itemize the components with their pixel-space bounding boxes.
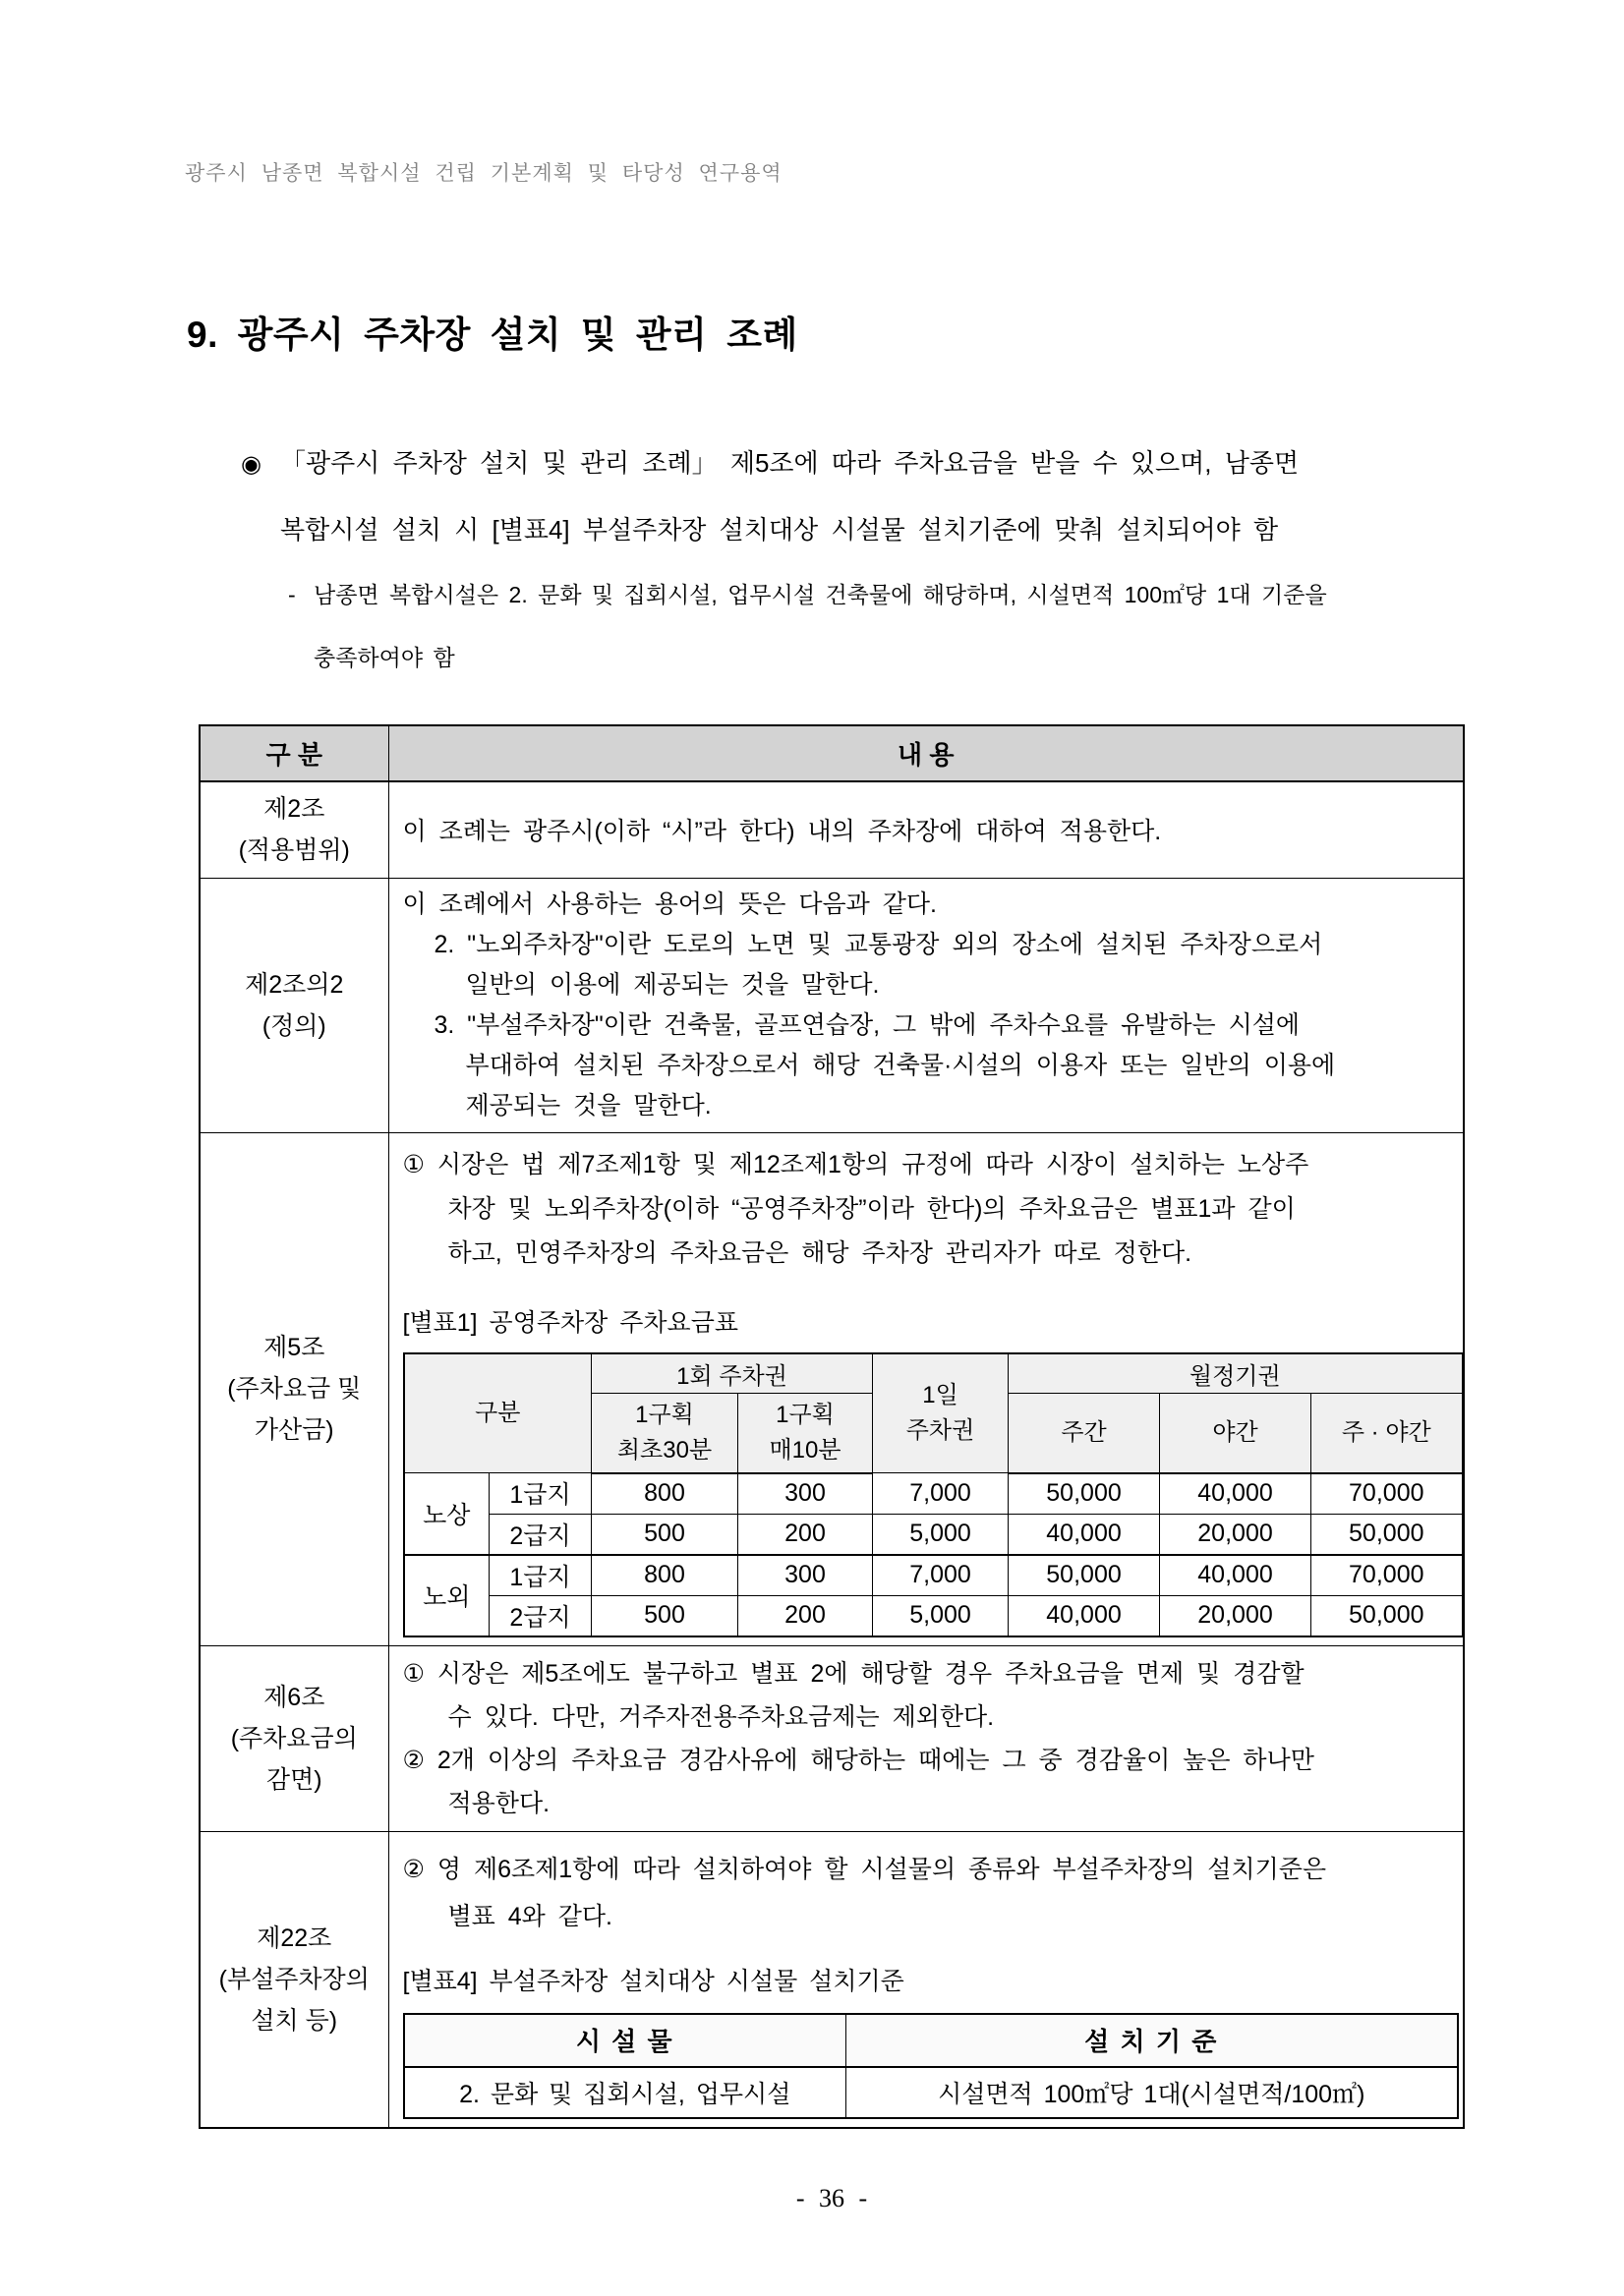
fee-group-nosang: 노상 bbox=[404, 1473, 490, 1555]
bullet-text-1: 「광주시 주차장 설치 및 관리 조례」 제5조에 따라 주차요금을 받을 수 있으며, 남종면 bbox=[280, 448, 1300, 478]
row-content-article5 bbox=[388, 1132, 1464, 1645]
header-line: 최초30분 bbox=[616, 1436, 713, 1464]
fee-value: 7,000 bbox=[873, 1555, 1009, 1596]
fee-value: 800 bbox=[592, 1473, 738, 1515]
ordinance-table bbox=[199, 724, 1465, 2129]
content-line: ② 영 제6조제1항에 따라 설치하여야 할 시설물의 종류와 부설주차장의 설치기준은 bbox=[402, 1855, 1327, 1883]
fee-value: 500 bbox=[592, 1595, 738, 1636]
label-line: 제6조 bbox=[263, 1683, 325, 1711]
label-line: 제2조의2 bbox=[245, 970, 344, 999]
content-line: 이 조례에서 사용하는 용어의 뜻은 다음과 같다. bbox=[402, 890, 937, 918]
content-line: ② 2개 이상의 주차요금 경감사유에 해당하는 때에는 그 중 경감율이 높은 하나만 bbox=[402, 1746, 1314, 1774]
fee-value: 50,000 bbox=[1009, 1555, 1160, 1596]
table-row-article2 bbox=[200, 781, 1464, 878]
fee-value: 200 bbox=[738, 1514, 873, 1555]
fee-table-header-row-1 bbox=[404, 1353, 1463, 1394]
label-line: 설치 등) bbox=[251, 2006, 338, 2035]
fee-value: 5,000 bbox=[873, 1514, 1009, 1555]
fee-header-monthly-night: 야간 bbox=[1160, 1393, 1311, 1473]
header-line: 매10분 bbox=[769, 1436, 841, 1464]
header-line: 1구획 bbox=[635, 1401, 694, 1428]
bullet-line-2: 복합시설 설치 시 [별표4] 부설주차장 설치대상 시설물 설치기준에 맞춰 설치되어야 함 bbox=[280, 515, 1279, 545]
fee-grade: 1급지 bbox=[490, 1555, 592, 1596]
fee-value: 50,000 bbox=[1311, 1595, 1463, 1636]
content-line: 3. "부설주차장"이란 건축물, 골프연습장, 그 밖에 주차수요를 유발하는 시설에 bbox=[434, 1010, 1301, 1039]
content-line: 일반의 이용에 제공되는 것을 말한다. bbox=[465, 970, 880, 999]
fee-value: 40,000 bbox=[1009, 1514, 1160, 1555]
facility-table-header-row bbox=[404, 2014, 1458, 2067]
ordinance-table-header-row bbox=[200, 725, 1464, 781]
fee-header-monthly: 월정기권 bbox=[1009, 1353, 1463, 1394]
fee-header-monthly-day: 주간 bbox=[1009, 1393, 1160, 1473]
header-line: 1구획 bbox=[776, 1401, 835, 1428]
row-content-article2 bbox=[388, 781, 1464, 878]
fee-row-noe-2 bbox=[404, 1595, 1463, 1636]
fee-group-noe: 노외 bbox=[404, 1555, 490, 1636]
fee-value: 70,000 bbox=[1311, 1473, 1463, 1515]
fee-header-day bbox=[873, 1353, 1009, 1473]
facility-table-data-row bbox=[404, 2067, 1458, 2118]
bullet-line-1 bbox=[241, 430, 1465, 497]
content-line: ① 시장은 법 제7조제1항 및 제12조제1항의 규정에 따라 시장이 설치하는 노상주 bbox=[402, 1150, 1309, 1178]
fee-value: 40,000 bbox=[1160, 1555, 1311, 1596]
label-line: (적용범위) bbox=[238, 836, 350, 865]
row-content-article22 bbox=[388, 1831, 1464, 2128]
section-title: 9. 광주시 주차장 설치 및 관리 조례 bbox=[187, 315, 798, 355]
row-label-article5 bbox=[200, 1132, 388, 1645]
table-row-article6 bbox=[200, 1645, 1464, 1831]
fee-row-nosang-2 bbox=[404, 1514, 1463, 1555]
fee-value: 300 bbox=[738, 1473, 873, 1515]
fee-value: 500 bbox=[592, 1514, 738, 1555]
row-content-article2-2 bbox=[388, 878, 1464, 1132]
sub-bullet-line-1 bbox=[241, 563, 1465, 626]
content-line: 부대하여 설치된 주차장으로서 해당 건축물·시설의 이용자 또는 일반의 이용에 bbox=[465, 1051, 1336, 1079]
label-line: 감면) bbox=[265, 1765, 322, 1794]
facility-standard-table bbox=[403, 2013, 1459, 2119]
facility-header-standard: 설 치 기 준 bbox=[846, 2014, 1458, 2067]
content-line: 이 조례는 광주시(이하 “시”라 한다) 내의 주차장에 대하여 적용한다. bbox=[402, 818, 1162, 846]
fee-value: 7,000 bbox=[873, 1473, 1009, 1515]
content-line: 별표 4와 같다. bbox=[447, 1902, 612, 1930]
row-label-article6 bbox=[200, 1645, 388, 1831]
content-line: ① 시장은 제5조에도 불구하고 별표 2에 해당할 경우 주차요금을 면제 및 경감할 bbox=[402, 1659, 1305, 1688]
fee-header-monthly-daynight: 주 · 야간 bbox=[1311, 1393, 1463, 1473]
header-cell-naeyong: 내 용 bbox=[388, 725, 1464, 781]
label-line: 제5조 bbox=[263, 1334, 325, 1361]
fee-header-gubun: 구분 bbox=[404, 1353, 592, 1473]
fee-value: 200 bbox=[738, 1595, 873, 1636]
fee-header-once-first30 bbox=[592, 1393, 738, 1473]
row-content-article6 bbox=[388, 1645, 1464, 1831]
table-row-article22 bbox=[200, 1831, 1464, 2128]
label-line: (주차요금 및 bbox=[227, 1375, 362, 1403]
running-header: 광주시 남종면 복합시설 건립 기본계획 및 타당성 연구용역 bbox=[185, 162, 783, 185]
fee-value: 50,000 bbox=[1009, 1473, 1160, 1515]
fee-grade: 2급지 bbox=[490, 1595, 592, 1636]
table4-caption: [별표4] 부설주차장 설치대상 시설물 설치기준 bbox=[402, 1967, 904, 1995]
sub-bullet-line-2: 충족하여야 함 bbox=[314, 645, 455, 670]
fisheye-bullet-icon: ◉ bbox=[241, 451, 261, 478]
fee-header-once-per10 bbox=[738, 1393, 873, 1473]
fee-row-noe-1 bbox=[404, 1555, 1463, 1596]
label-line: (부설주차장의 bbox=[218, 1965, 370, 1993]
fee-value: 20,000 bbox=[1160, 1595, 1311, 1636]
row-label-article2 bbox=[200, 781, 388, 878]
fee-value: 40,000 bbox=[1009, 1595, 1160, 1636]
facility-standard-cell: 시설면적 100㎡당 1대(시설면적/100㎡) bbox=[846, 2067, 1458, 2118]
table-row-article2-2 bbox=[200, 878, 1464, 1132]
fee-header-once: 1회 주차권 bbox=[592, 1353, 873, 1394]
facility-header-sisulmul: 시 설 물 bbox=[404, 2014, 846, 2067]
content-line: 2. "노외주차장"이란 도로의 노면 및 교통광장 외의 장소에 설치된 주차장으로서 bbox=[434, 930, 1323, 958]
header-line: 1일 bbox=[922, 1381, 958, 1408]
fee-value: 20,000 bbox=[1160, 1514, 1311, 1555]
parking-fee-table bbox=[403, 1352, 1464, 1637]
header-line: 주차권 bbox=[905, 1416, 975, 1444]
sub-bullet-text-1: 남종면 복합시설은 2. 문화 및 집회시설, 업무시설 건축물에 해당하며, 시설면적 100㎡당 1대 기준을 bbox=[314, 582, 1327, 607]
fee-value: 5,000 bbox=[873, 1595, 1009, 1636]
label-line: (정의) bbox=[261, 1011, 326, 1040]
row-label-article2-2 bbox=[200, 878, 388, 1132]
label-line: 가산금) bbox=[254, 1416, 334, 1444]
content-line: 적용한다. bbox=[447, 1789, 551, 1817]
label-line: 제2조 bbox=[263, 795, 325, 824]
content-line: 제공되는 것을 말한다. bbox=[465, 1091, 712, 1119]
content-line: 수 있다. 다만, 거주자전용주차요금제는 제외한다. bbox=[447, 1702, 995, 1731]
fee-row-nosang-1 bbox=[404, 1473, 1463, 1515]
fee-value: 50,000 bbox=[1311, 1514, 1463, 1555]
header-cell-gubun: 구 분 bbox=[200, 725, 388, 781]
fee-value: 800 bbox=[592, 1555, 738, 1596]
label-line: 제22조 bbox=[257, 1923, 332, 1952]
row-label-article22 bbox=[200, 1831, 388, 2128]
content-line: 차장 및 노외주차장(이하 “공영주차장”이라 한다)의 주차요금은 별표1과 같이 bbox=[447, 1194, 1296, 1223]
summary-bullets bbox=[241, 430, 1465, 689]
label-line: (주차요금의 bbox=[230, 1724, 358, 1752]
fee-value: 300 bbox=[738, 1555, 873, 1596]
page-number: - 36 - bbox=[795, 2184, 868, 2212]
fee-grade: 1급지 bbox=[490, 1473, 592, 1515]
fee-value: 70,000 bbox=[1311, 1555, 1463, 1596]
table-row-article5 bbox=[200, 1132, 1464, 1645]
table1-caption: [별표1] 공영주차장 주차요금표 bbox=[402, 1308, 738, 1337]
fee-grade: 2급지 bbox=[490, 1514, 592, 1555]
content-line: 하고, 민영주차장의 주차요금은 해당 주차장 관리자가 따로 정한다. bbox=[447, 1238, 1192, 1267]
fee-value: 40,000 bbox=[1160, 1473, 1311, 1515]
facility-name-cell: 2. 문화 및 집회시설, 업무시설 bbox=[404, 2067, 846, 2118]
dash-bullet-icon: - bbox=[288, 582, 296, 607]
